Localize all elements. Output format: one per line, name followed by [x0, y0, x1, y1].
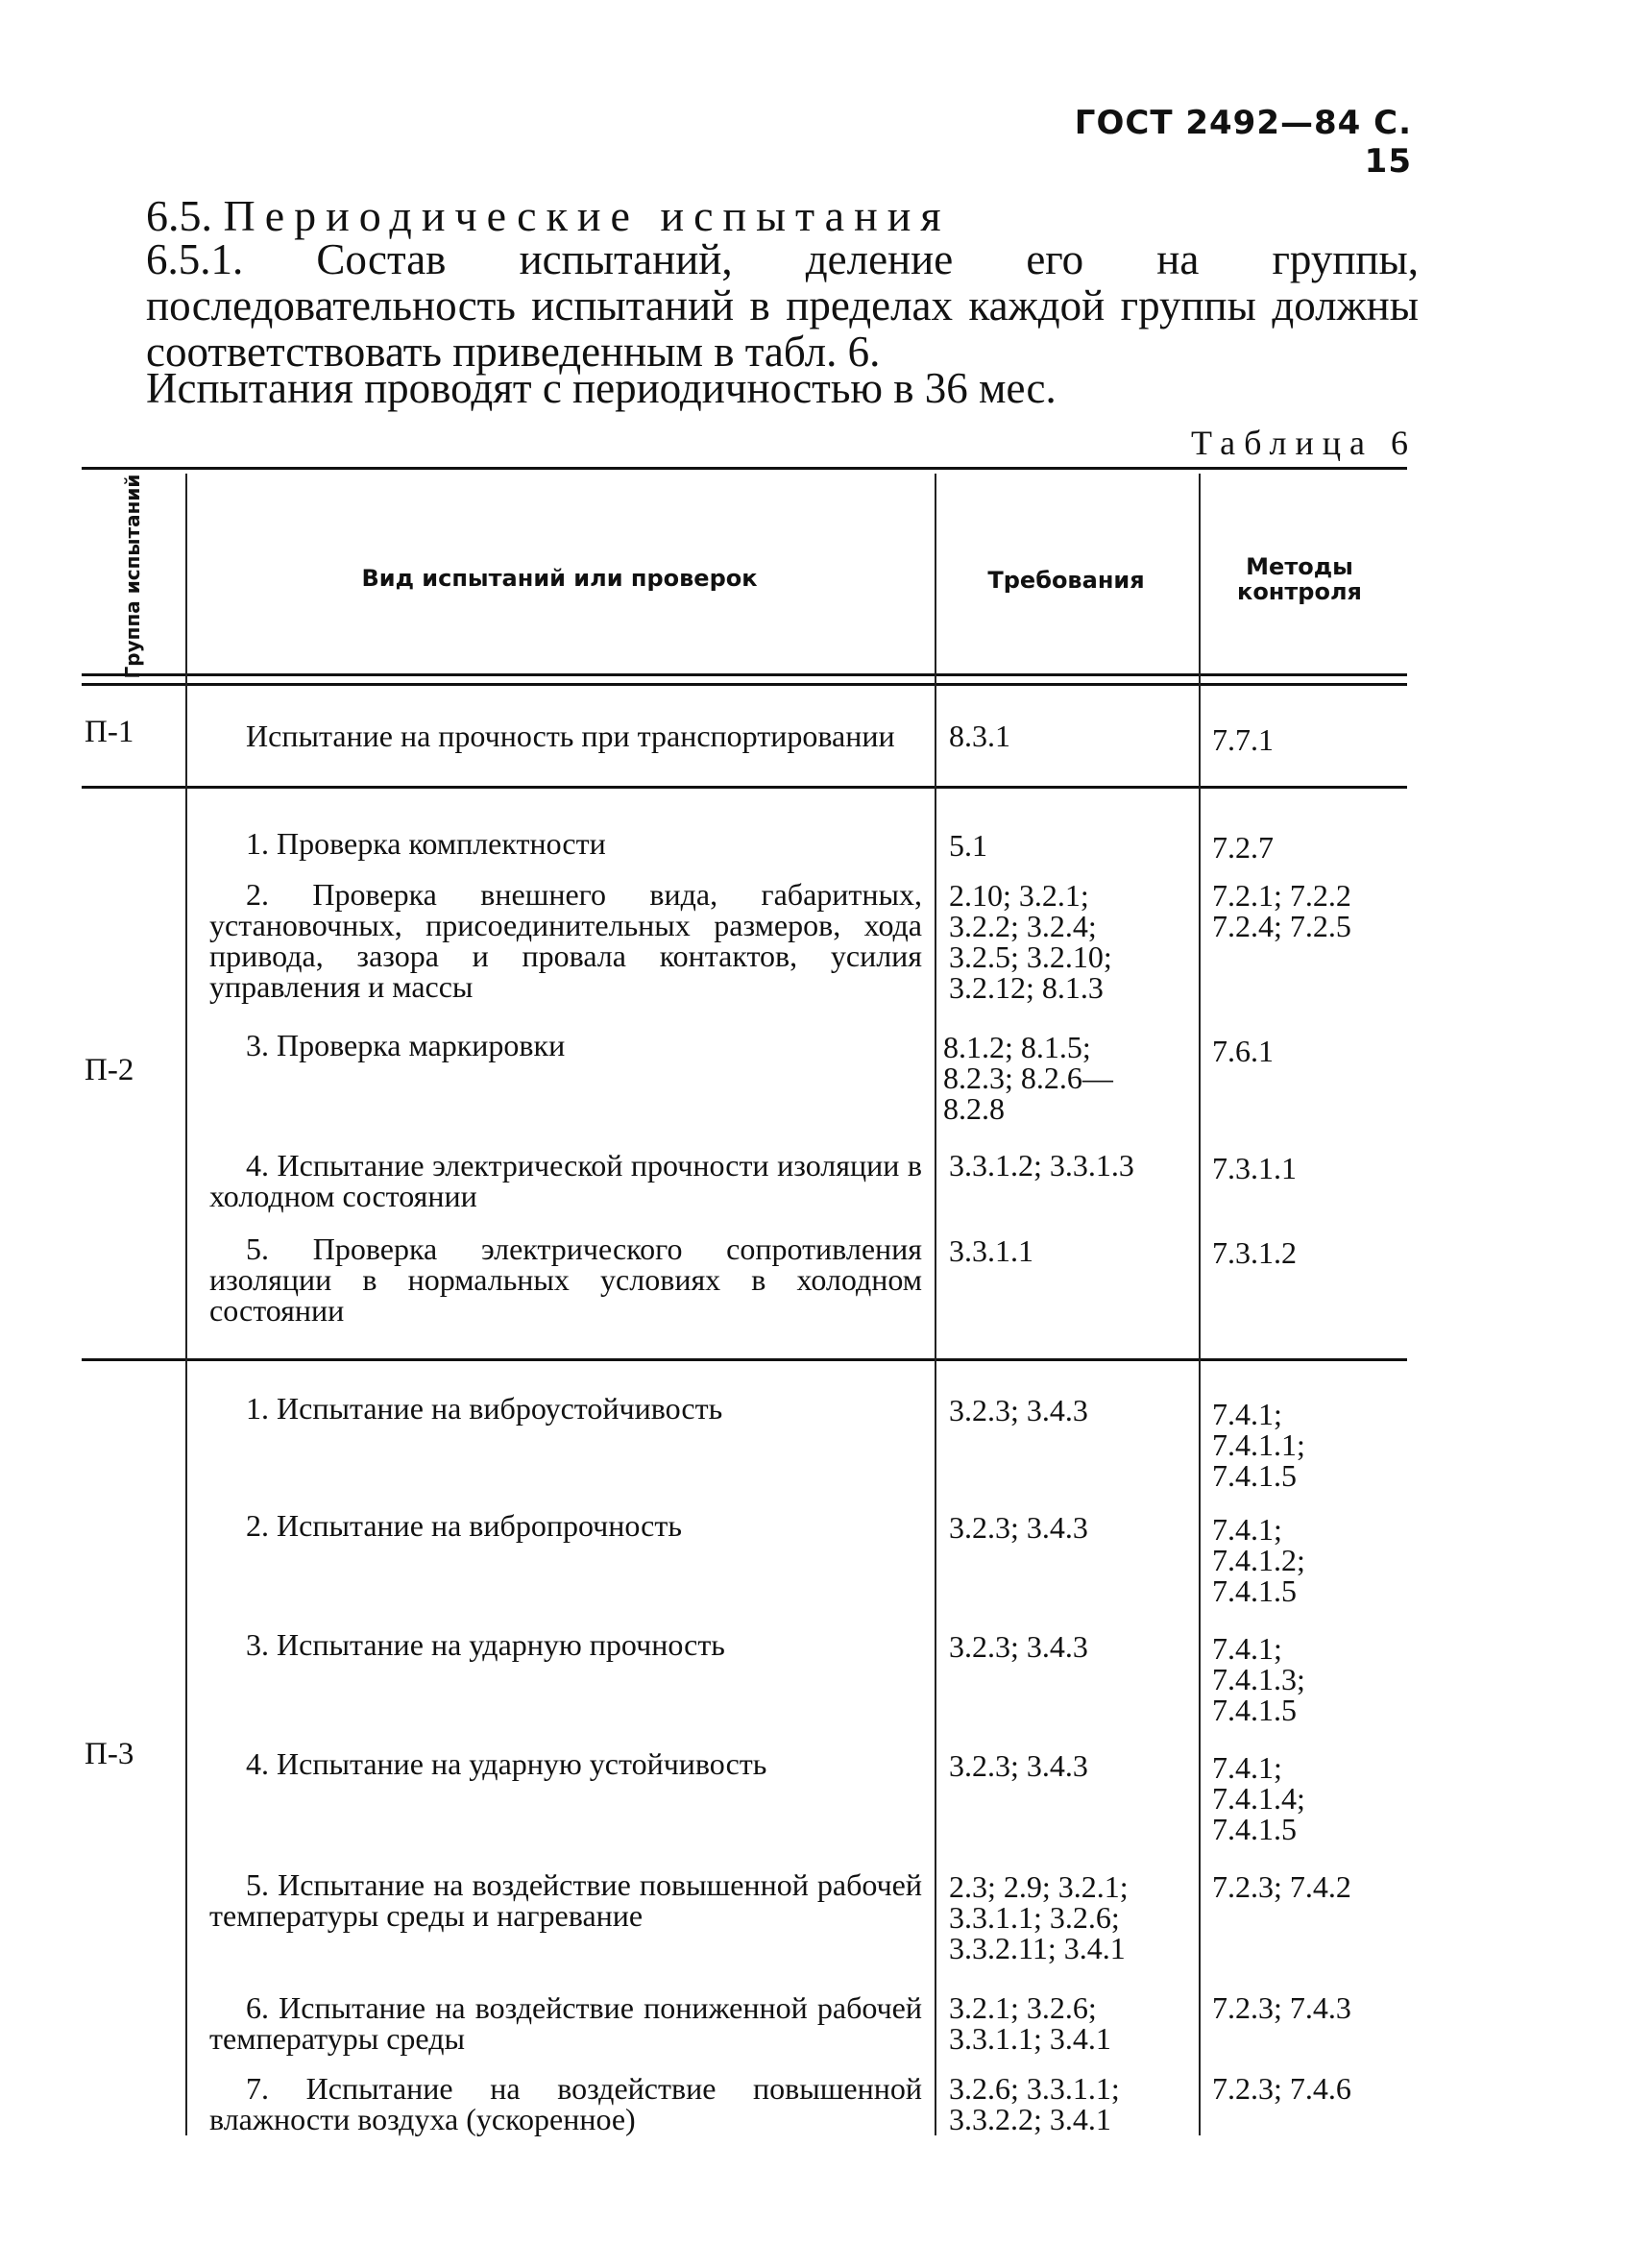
table-row-name: Испытание на прочность при транспортировании	[246, 719, 895, 753]
page-header: ГОСТ 2492—84 С. 15	[1074, 104, 1412, 181]
group-p2-bottom-rule	[82, 1358, 1407, 1361]
section-title-text: Периодические испытания	[223, 191, 951, 240]
table-row-req: 3.2.3; 3.4.3	[949, 1393, 1088, 1427]
table-row-meth: 7.4.1; 7.4.1.1; 7.4.1.5	[1212, 1397, 1305, 1493]
table-row-name: 5. Проверка электрического сопротивления изоляции в нормальных условиях в холодном состоянии	[209, 1232, 922, 1328]
table-row-meth: 7.4.1; 7.4.1.4; 7.4.1.5	[1212, 1750, 1305, 1846]
table-row-name: 3. Проверка маркировки	[246, 1028, 566, 1062]
table-row-name: 4. Испытание электрической прочности изоляции в холодном состоянии	[209, 1148, 922, 1213]
table-row-req: 3.2.3; 3.4.3	[949, 1510, 1088, 1545]
group-label-p1: П-1	[85, 715, 134, 749]
header-group	[82, 474, 182, 679]
table-row-meth: 7.2.3; 7.4.6	[1212, 2071, 1351, 2106]
table-row-name: 2. Проверка внешнего вида, габаритных, установочных, присоединительных размеров, хода привода, зазора и провала контактов, усилия управления и массы	[209, 877, 922, 1004]
table-row-req: 8.3.1	[949, 719, 1010, 753]
table-row-name: 4. Испытание на ударную устойчивость	[246, 1746, 767, 1781]
table-top-rule	[82, 467, 1407, 470]
col-divider-name	[935, 474, 936, 2135]
group-label-p2: П-2	[85, 1053, 134, 1087]
header-name: Вид испытаний или проверок	[361, 565, 758, 592]
header-methods: Методы контроля	[1237, 553, 1362, 605]
table-row-meth: 7.7.1	[1212, 722, 1274, 757]
section-number: 6.5.	[146, 191, 212, 240]
header-group-text: Группа испытаний	[120, 474, 144, 679]
table-row-meth: 7.3.1.1	[1212, 1151, 1297, 1185]
header-bottom-rule-2	[82, 683, 1407, 686]
table-row-meth: 7.4.1; 7.4.1.2; 7.4.1.5	[1212, 1512, 1305, 1608]
section-title	[146, 190, 950, 241]
group-p1-bottom-rule	[82, 786, 1407, 789]
header-requirements: Требования	[987, 567, 1145, 594]
table-row-meth: 7.2.3; 7.4.2	[1212, 1869, 1351, 1904]
table-row-req: 3.2.6; 3.3.1.1; 3.3.2.2; 3.4.1	[949, 2071, 1120, 2136]
table-row-meth: 7.4.1; 7.4.1.3; 7.4.1.5	[1212, 1631, 1305, 1727]
table-row-meth: 7.2.3; 7.4.3	[1212, 1990, 1351, 2025]
table-caption: Таблица 6	[1191, 424, 1417, 462]
table-row-name: 7. Испытание на воздействие повышенной влажности воздуха (ускоренное)	[209, 2071, 922, 2136]
table-row-req: 5.1	[949, 828, 987, 863]
table-row-meth: 7.2.7	[1212, 830, 1274, 865]
table-row-req: 2.3; 2.9; 3.2.1; 3.3.1.1; 3.2.6; 3.3.2.11; 3.4.1	[949, 1869, 1129, 1965]
table-row-req: 8.1.2; 8.1.5; 8.2.3; 8.2.6— 8.2.8	[943, 1030, 1113, 1126]
group-label-p3: П-3	[85, 1737, 134, 1771]
col-divider-group	[185, 474, 187, 2135]
table-row-name: 1. Испытание на виброустойчивость	[246, 1391, 723, 1426]
paragraph-periodicity: Испытания проводят с периодичностью в 36 мес.	[146, 364, 1057, 412]
col-divider-req	[1199, 474, 1201, 2135]
paragraph-6-5-1: 6.5.1. Состав испытаний, деление его на группы, последовательность испытаний в пределах каждой группы должны соответствовать приведенным в табл. 6.	[146, 235, 1419, 376]
table-row-req: 3.2.3; 3.4.3	[949, 1748, 1088, 1783]
table-row-req: 2.10; 3.2.1; 3.2.2; 3.2.4; 3.2.5; 3.2.10; 3.2.12; 8.1.3	[949, 878, 1112, 1005]
table-row-name: 5. Испытание на воздействие повышенной рабочей температуры среды и нагревание	[209, 1867, 922, 1933]
table-row-req: 3.2.1; 3.2.6; 3.3.1.1; 3.4.1	[949, 1990, 1111, 2056]
table-row-meth: 7.2.1; 7.2.2 7.2.4; 7.2.5	[1212, 878, 1351, 943]
table-row-name: 3. Испытание на ударную прочность	[246, 1627, 725, 1662]
table-row-req: 3.2.3; 3.4.3	[949, 1629, 1088, 1664]
table-row-name: 1. Проверка комплектности	[246, 826, 606, 861]
table-row-req: 3.3.1.1	[949, 1233, 1033, 1268]
table-row-req: 3.3.1.2; 3.3.1.3	[949, 1148, 1134, 1183]
table-row-name: 6. Испытание на воздействие пониженной рабочей температуры среды	[209, 1990, 922, 2056]
table-row-meth: 7.3.1.2	[1212, 1235, 1297, 1270]
table-row-name: 2. Испытание на вибропрочность	[246, 1508, 682, 1543]
header-bottom-rule	[82, 673, 1407, 676]
table-row-meth: 7.6.1	[1212, 1034, 1274, 1068]
